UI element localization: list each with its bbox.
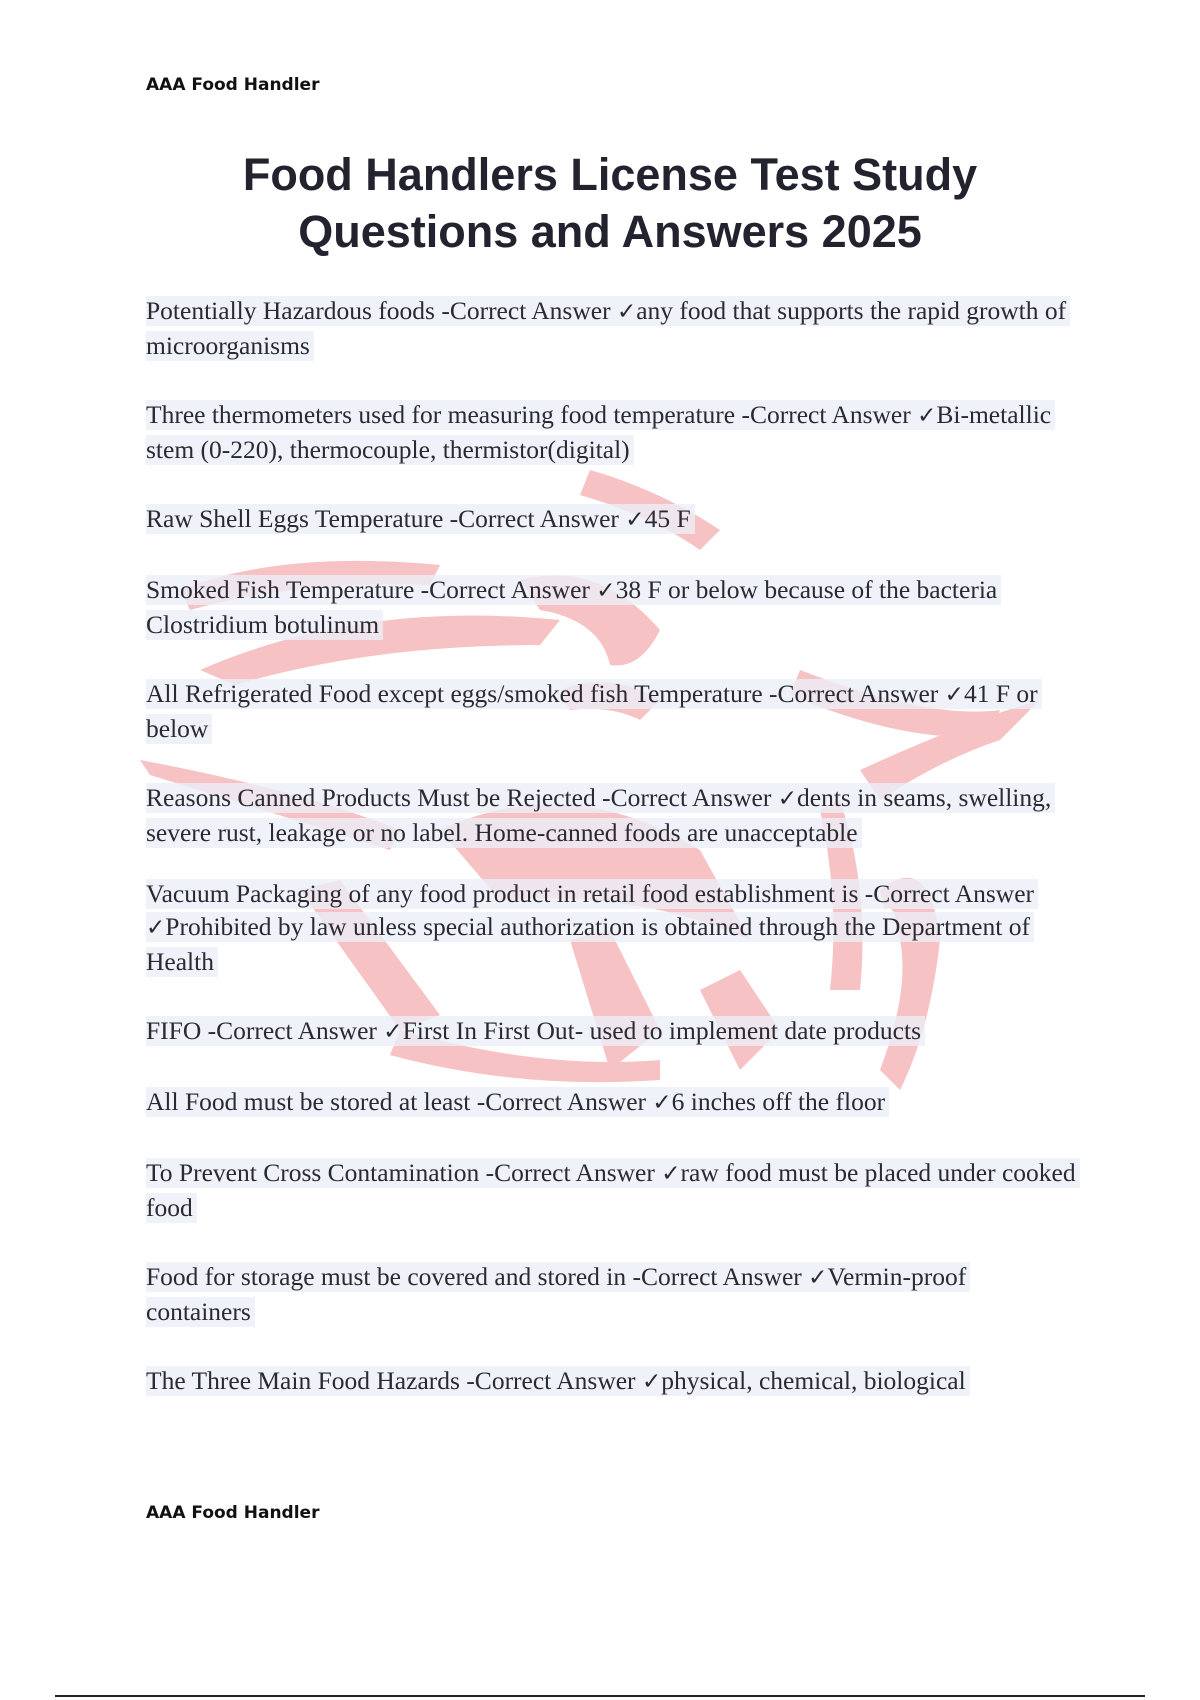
qa-question: Three thermometers used for measuring food temperature bbox=[146, 400, 736, 429]
checkmark-icon: ✓ bbox=[777, 786, 797, 812]
qa-item bbox=[146, 294, 1076, 362]
qa-item bbox=[146, 502, 1076, 537]
checkmark-icon: ✓ bbox=[383, 1019, 403, 1045]
page-bottom-divider bbox=[55, 1695, 1145, 1697]
answer-label: -Correct Answer bbox=[441, 296, 611, 325]
header-brand: AAA Food Handler bbox=[146, 75, 320, 95]
qa-answer: 45 F bbox=[644, 504, 691, 533]
qa-item bbox=[146, 1364, 1076, 1399]
answer-label: -Correct Answer bbox=[466, 1366, 636, 1395]
answer-label: -Correct Answer bbox=[485, 1158, 655, 1187]
qa-answer: Vermin-proof containers bbox=[146, 1262, 967, 1326]
qa-item bbox=[146, 1156, 1076, 1224]
qa-text bbox=[146, 1366, 970, 1396]
qa-answer: First In First Out- used to implement date products bbox=[402, 1016, 922, 1045]
qa-text bbox=[146, 504, 695, 534]
qa-question: All Refrigerated Food except eggs/smoked fish Temperature bbox=[146, 679, 763, 708]
qa-question: All Food must be stored at least bbox=[146, 1087, 471, 1116]
checkmark-icon: ✓ bbox=[625, 507, 645, 533]
qa-question: Raw Shell Eggs Temperature bbox=[146, 504, 444, 533]
answer-label: -Correct Answer bbox=[769, 679, 939, 708]
qa-text bbox=[146, 1158, 1080, 1223]
qa-question: Food for storage must be covered and stored in bbox=[146, 1262, 627, 1291]
answer-label: -Correct Answer bbox=[632, 1262, 802, 1291]
qa-item bbox=[146, 398, 1076, 466]
qa-item bbox=[146, 677, 1076, 745]
qa-item bbox=[146, 1085, 1076, 1120]
qa-item bbox=[146, 1260, 1076, 1328]
answer-label: -Correct Answer bbox=[449, 504, 619, 533]
qa-question: The Three Main Food Hazards bbox=[146, 1366, 460, 1395]
page-title: Food Handlers License Test Study Questions and Answers 2025 bbox=[242, 149, 978, 257]
qa-answer: Prohibited by law unless special authorization is obtained through the Department of Health bbox=[146, 912, 1030, 976]
qa-item bbox=[146, 877, 1076, 978]
qa-question: To Prevent Cross Contamination bbox=[146, 1158, 480, 1187]
checkmark-icon: ✓ bbox=[808, 1265, 828, 1291]
qa-text bbox=[146, 783, 1055, 848]
answer-label: -Correct Answer bbox=[207, 1016, 377, 1045]
qa-question: Reasons Canned Products Must be Rejected bbox=[146, 783, 596, 812]
qa-text bbox=[146, 679, 1042, 744]
checkmark-icon: ✓ bbox=[641, 1369, 662, 1395]
checkmark-icon: ✓ bbox=[652, 1090, 672, 1116]
qa-item bbox=[146, 573, 1076, 641]
answer-label: -Correct Answer bbox=[602, 783, 772, 812]
qa-text bbox=[146, 296, 1070, 361]
qa-item bbox=[146, 781, 1076, 849]
qa-question: Vacuum Packaging of any food product in retail food establishment is bbox=[146, 879, 859, 908]
checkmark-icon: ✓ bbox=[944, 682, 964, 708]
answer-label: -Correct Answer bbox=[741, 400, 911, 429]
qa-list bbox=[146, 294, 1076, 1399]
qa-answer: 6 inches off the floor bbox=[671, 1087, 886, 1116]
qa-answer: 41 F or below bbox=[146, 679, 1038, 743]
qa-question: Smoked Fish Temperature bbox=[146, 575, 415, 604]
qa-item bbox=[146, 1014, 1076, 1049]
checkmark-icon: ✓ bbox=[616, 299, 637, 325]
checkmark-icon: ✓ bbox=[917, 403, 937, 429]
answer-label: -Correct Answer bbox=[864, 879, 1035, 908]
checkmark-icon: ✓ bbox=[596, 578, 616, 604]
footer-brand: AAA Food Handler bbox=[146, 1503, 320, 1523]
qa-answer: any food that supports the rapid growth of microorganisms bbox=[146, 296, 1067, 360]
qa-answer: dents in seams, swelling, severe rust, leakage or no label. Home-canned foods are unacceptable bbox=[146, 783, 1052, 847]
qa-answer: 38 F or below because of the bacteria Clostridium botulinum bbox=[146, 575, 998, 639]
qa-text bbox=[146, 1262, 970, 1327]
qa-text bbox=[146, 575, 1001, 640]
qa-text bbox=[146, 1016, 925, 1046]
checkmark-icon: ✓ bbox=[146, 915, 166, 941]
checkmark-icon: ✓ bbox=[661, 1161, 681, 1187]
qa-text bbox=[146, 879, 1038, 977]
qa-question: FIFO bbox=[146, 1016, 202, 1045]
qa-text bbox=[146, 400, 1055, 465]
qa-answer: Bi-metallic stem (0-220), thermocouple, thermistor(digital) bbox=[146, 400, 1052, 464]
qa-question: Potentially Hazardous foods bbox=[146, 296, 435, 325]
qa-answer: physical, chemical, biological bbox=[661, 1366, 966, 1395]
answer-label: -Correct Answer bbox=[420, 575, 590, 604]
qa-answer: raw food must be placed under cooked food bbox=[146, 1158, 1076, 1222]
qa-text bbox=[146, 1087, 889, 1117]
answer-label: -Correct Answer bbox=[476, 1087, 647, 1116]
